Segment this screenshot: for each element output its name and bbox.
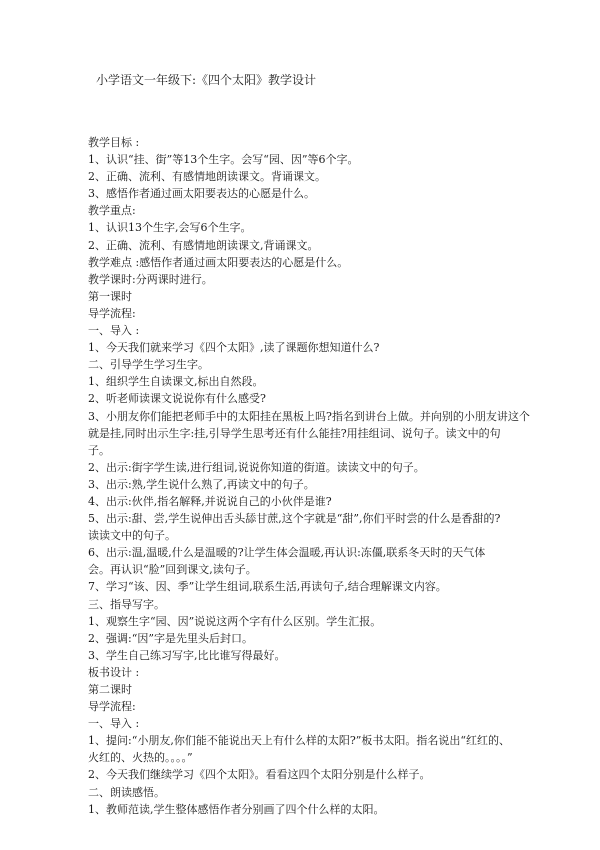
text-line: 子。 (88, 443, 110, 457)
text-line: 教学难点 :感悟作者通过画太阳要表达的心愿是什么。 (88, 255, 349, 269)
text-line: 2、正确、流利、有感情地朗读课文。背诵课文。 (88, 170, 326, 184)
text-line: 1、认识13个生字,会写6个生字。 (88, 221, 252, 235)
text-line: 6、出示:温,温暖,什么是温暖的?让学生体会温暖,再认识:冻僵,联系冬天时的天气体 (88, 546, 486, 560)
text-line: 教学重点: (88, 204, 136, 218)
text-line: 读读文中的句子。 (88, 529, 176, 543)
text-line: 1、提问:“小朋友,你们能不能说出天上有什么样的太阳?”板书太阳。指名说出“红红的、 (88, 734, 510, 748)
text-line: 1、教师范读,学生整体感悟作者分别画了四个什么样的太阳。 (88, 802, 385, 816)
document-body (88, 134, 528, 818)
text-line: 1、认识“挂、街”等13个生字。会写“园、因”等6个字。 (88, 153, 359, 167)
text-line: 第二课时 (88, 683, 132, 696)
text-line: 就是挂,同时出示生字:挂,引导学生思考还有什么能挂?用挂组词、说句子。读文中的句 (88, 426, 501, 440)
text-line: 1、观察生字“园、因”说说这两个字有什么区别。学生汇报。 (88, 614, 382, 628)
text-line: 3、感悟作者通过画太阳要表达的心愿是什么。 (88, 187, 315, 201)
text-line: 2、听老师读课文说说你有什么感受? (88, 392, 266, 406)
text-line: 2、今天我们继续学习《四个太阳》。看看这四个太阳分别是什么样子。 (88, 768, 431, 782)
text-line: 2、强调:“因”字是先里头后封口。 (88, 631, 253, 645)
text-line: 1、组织学生自读课文,标出自然段。 (88, 375, 264, 389)
text-line: 二、朗读感悟。 (88, 785, 165, 799)
text-line: 板书设计 : (88, 665, 140, 679)
text-line: 3、出示:熟,学生说什么熟了,再读文中的句子。 (88, 477, 315, 491)
document-title: 小学语文一年级下:《四个太阳》教学设计 (96, 73, 317, 87)
text-line: 3、学生自己练习写字,比比谁写得最好。 (88, 648, 286, 662)
text-line: 教学目标 : (88, 136, 140, 149)
text-line: 3、小朋友你们能把老师手中的太阳挂在黑板上吗?指名到讲台上做。并向别的小朋友讲这个 (88, 409, 530, 423)
text-line: 二、引导学生学习生字。 (88, 358, 209, 372)
text-line: 1、今天我们就来学习《四个太阳》,读了课题你想知道什么? (88, 341, 380, 355)
text-line: 三、指导写字。 (88, 597, 165, 611)
text-line: 2、正确、流利、有感情地朗读课文,背诵课文。 (88, 238, 319, 252)
text-line: 一、导入 : (88, 324, 140, 338)
text-line: 7、学习“该、因、季”让学生组词,联系生活,再读句子,结合理解课文内容。 (88, 580, 447, 594)
text-line: 导学流程: (88, 700, 136, 714)
text-line: 会。再认识“脸”回到课文,读句子。 (88, 563, 257, 577)
text-line: 火红的、火热的。。。。” (88, 751, 193, 765)
text-line: 教学课时:分两课时进行。 (88, 272, 213, 286)
text-line: 2、出示:街字学生读,进行组词,说说你知道的街道。读读文中的句子。 (88, 460, 425, 474)
text-line: 4、出示:伙伴,指名解释,并说说自己的小伙伴是谁? (88, 494, 332, 508)
text-line: 5、出示:甜、尝,学生说伸出舌头舔甘蔗,这个字就是“甜”,你们平时尝的什么是香甜的? (88, 512, 501, 526)
text-line: 第一课时 (88, 289, 132, 303)
text-line: 一、导入 : (88, 717, 140, 731)
text-line: 导学流程: (88, 306, 136, 320)
